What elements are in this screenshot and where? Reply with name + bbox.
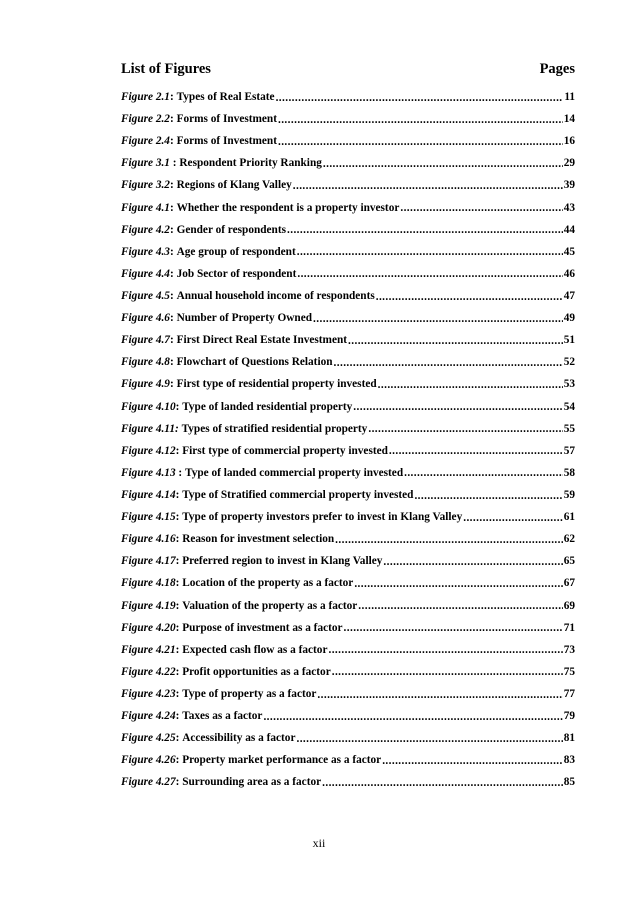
figure-number: Figure 4.14 [121,489,176,502]
figure-entry[interactable] [121,86,575,108]
figure-entry[interactable] [121,418,575,440]
figure-title: Gender of respondents [176,223,286,236]
figure-page-number: 85 [563,776,575,789]
figure-entry[interactable] [121,506,575,528]
figure-entry[interactable] [121,440,575,462]
figure-title: Preferred region to invest in Klang Valley [182,555,383,568]
figure-number: Figure 4.11: [121,422,179,435]
dot-leader [382,754,563,767]
figure-title: Profit opportunities as a factor [182,665,331,678]
figure-separator: : [175,489,183,502]
figure-separator: : [175,710,183,723]
figure-separator: : [175,444,183,457]
figure-number: Figure 4.21 [121,643,176,656]
figure-number: Figure 4.27 [121,776,176,789]
figure-entry[interactable] [121,263,575,285]
dot-leader [389,444,563,457]
figure-title: Type of property as a factor [182,688,317,700]
figure-separator: : [175,599,183,612]
figure-separator: : [175,665,183,678]
figure-list [121,86,575,794]
figure-page-number: 59 [563,489,575,502]
dot-leader [344,621,563,634]
figure-title: Regions of Klang Valley [176,179,292,192]
figure-entry[interactable] [121,307,575,329]
figure-entry[interactable] [121,174,575,196]
figure-page-number: 79 [563,710,575,723]
figure-entry[interactable] [121,639,575,661]
figure-entry[interactable] [121,771,575,793]
dot-leader [297,267,562,280]
figure-title: Types of Real Estate [176,91,275,104]
figure-entry[interactable] [121,197,575,219]
figure-separator: : [169,378,177,391]
pages-column-label: Pages [539,61,575,77]
figure-title: Surrounding area as a factor [182,776,322,789]
figure-page-number: 71 [563,621,575,634]
figure-page-number: 47 [563,290,575,303]
figure-page-number: 83 [563,754,575,767]
figure-number: Figure 4.6 [121,312,170,325]
figure-number: Figure 4.25 [121,732,176,745]
figure-entry[interactable] [121,130,575,152]
dot-leader [414,489,562,502]
figure-entry[interactable] [121,550,575,572]
figure-page-number: 16 [563,135,575,148]
list-heading [121,61,575,78]
figure-separator: : [169,135,177,148]
figure-page-number: 52 [563,356,575,369]
figure-separator: : [169,91,177,104]
figure-separator: : [175,511,183,524]
figure-separator: : [175,621,183,634]
figure-title: Expected cash flow as a factor [182,643,328,656]
figure-entry[interactable] [121,617,575,639]
dot-leader [332,665,563,678]
figure-separator: : [169,157,180,170]
figure-number: Figure 4.17 [121,555,176,568]
figure-number: Figure 4.12 [121,444,176,457]
figure-entry[interactable] [121,528,575,550]
dot-leader [293,179,563,192]
dot-leader [404,466,563,479]
figure-entry[interactable] [121,219,575,241]
figure-page-number: 14 [563,113,575,126]
figure-number: Figure 4.26 [121,754,176,767]
figure-title: First type of commercial property invested [182,444,388,457]
figure-separator: : [169,356,177,369]
figure-number: Figure 2.1 [121,91,170,104]
figure-entry[interactable] [121,661,575,683]
figure-entry[interactable] [121,108,575,130]
figure-title: Number of Property Owned [176,312,313,325]
figure-title: Flowchart of Questions Relation [176,356,333,369]
dot-leader [322,776,563,789]
figure-page-number: 73 [563,643,575,656]
figure-page-number: 62 [563,533,575,546]
figure-entry[interactable] [121,572,575,594]
figure-entry[interactable] [121,595,575,617]
figure-number: Figure 4.8 [121,356,170,369]
figure-number: Figure 4.10 [121,400,176,413]
dot-leader [463,511,562,524]
dot-leader [383,555,562,568]
dot-leader [358,599,562,612]
figure-separator: : [175,533,183,546]
dot-leader [378,378,563,391]
figure-separator: : [169,312,177,325]
figure-number: Figure 4.5 [121,290,170,303]
figure-number: Figure 4.15 [121,511,176,524]
list-of-figures-title: List of Figures [121,61,211,77]
figure-title: First Direct Real Estate Investment [176,334,348,347]
figure-separator: : [175,688,183,700]
figure-title: Forms of Investment [176,135,277,148]
figure-title: Respondent Priority Ranking [179,157,322,170]
figure-title: Valuation of the property as a factor [182,599,358,612]
figure-title: Annual household income of respondents [176,290,375,303]
figure-number: Figure 4.4 [121,267,170,280]
figure-separator: : [175,555,183,568]
figure-entry[interactable] [121,683,575,705]
figure-page-number: 44 [563,223,575,236]
figure-title: Type of property investors prefer to invest in Klang Valley [182,511,463,524]
figure-entry[interactable] [121,152,575,174]
figure-separator: : [175,732,183,745]
figure-number: Figure 4.19 [121,599,176,612]
dot-leader [278,113,563,126]
dot-leader [335,533,563,546]
figure-title: Taxes as a factor [182,710,263,723]
figure-page-number: 81 [563,732,575,745]
figure-number: Figure 4.13 [121,466,176,479]
figure-title: First type of residential property invested [176,378,377,391]
dot-leader [400,201,562,214]
dot-leader [376,290,563,303]
figure-title: Job Sector of respondent [176,267,297,280]
page-number: xii [312,836,326,850]
figure-separator: : [169,179,177,192]
figure-title: Age group of respondent [176,245,296,258]
figure-page-number: 55 [563,422,575,435]
figure-page-number: 51 [563,334,575,347]
figure-title: Purpose of investment as a factor [182,621,343,634]
figure-separator: : [169,113,177,126]
figure-page-number: 54 [563,400,575,413]
dot-leader [328,643,562,656]
figure-separator: : [175,754,183,767]
figure-number: Figure 4.1 [121,201,170,214]
figure-separator: : [169,201,177,214]
figure-entry[interactable] [121,705,575,727]
figure-entry[interactable] [121,396,575,418]
figure-title: Reason for investment selection [182,533,335,546]
figure-separator: : [169,267,177,280]
figure-page-number: 45 [563,245,575,258]
dot-leader [263,710,562,723]
figure-entry[interactable] [121,329,575,351]
dot-leader [297,245,563,258]
dot-leader [368,422,562,435]
figure-separator: : [175,577,183,590]
figure-separator: : [175,400,183,413]
figure-number: Figure 4.22 [121,665,176,678]
figure-separator: : [169,290,177,303]
figure-separator: : [169,223,177,236]
figure-page-number: 69 [563,599,575,612]
figure-entry[interactable] [121,727,575,749]
figure-entry[interactable] [121,285,575,307]
figure-page-number: 53 [563,378,575,391]
figure-page-number: 61 [563,511,575,524]
figure-page-number: 11 [564,91,575,104]
figure-number: Figure 4.20 [121,621,176,634]
figure-separator: : [169,334,177,347]
figure-title: Property market performance as a factor [182,754,382,767]
figure-separator: : [175,776,183,789]
dot-leader [296,732,562,745]
figure-page-number: 65 [563,555,575,568]
figure-entry[interactable] [121,462,575,484]
dot-leader [353,400,562,413]
figure-title: Type of landed commercial property invested [185,466,404,479]
dot-leader [348,334,563,347]
figure-title: Type of Stratified commercial property invested [182,489,414,502]
figure-title: Whether the respondent is a property investor [176,201,400,214]
figure-number: Figure 4.24 [121,710,176,723]
figure-number: Figure 4.2 [121,223,170,236]
figure-page-number: 49 [563,312,575,325]
dot-leader [323,157,563,170]
figure-page-number: 39 [563,179,575,192]
figure-page-number: 77 [563,688,575,700]
figure-separator: : [169,245,177,258]
figure-page-number: 57 [563,444,575,457]
figure-separator: : [175,643,183,656]
figure-number: Figure 2.2 [121,113,170,126]
figure-number: Figure 3.1 [121,157,170,170]
figure-entry[interactable] [121,241,575,263]
figure-number: Figure 3.2 [121,179,170,192]
figure-title: Type of landed residential property [182,400,353,413]
figure-page-number: 29 [563,157,575,170]
dot-leader [278,135,563,148]
figure-title: Location of the property as a factor [182,577,354,590]
figure-title: Types of stratified residential property [181,422,368,435]
figure-page-number: 58 [563,466,575,479]
figure-number: Figure 4.16 [121,533,176,546]
figure-number: Figure 4.9 [121,378,170,391]
figure-entry[interactable] [121,373,575,395]
figure-page-number: 43 [563,201,575,214]
figure-number: Figure 2.4 [121,135,170,148]
figure-separator: : [175,466,186,479]
dot-leader [317,688,562,701]
figure-entry[interactable] [121,749,575,771]
figure-page-number: 67 [563,577,575,590]
figure-title: Forms of Investment [176,113,277,126]
dot-leader [313,312,563,325]
figure-entry[interactable] [121,484,575,506]
figure-number: Figure 4.3 [121,245,170,258]
figure-title: Accessibility as a factor [182,732,296,745]
dot-leader [334,356,563,369]
dot-leader [287,223,563,236]
dot-leader [354,577,562,590]
figure-entry[interactable] [121,351,575,373]
figure-number: Figure 4.7 [121,334,170,347]
figure-page-number: 75 [563,665,575,678]
figure-number: Figure 4.18 [121,577,176,590]
figure-number: Figure 4.23 [121,688,176,700]
dot-leader [276,91,564,104]
figure-page-number: 46 [563,267,575,280]
